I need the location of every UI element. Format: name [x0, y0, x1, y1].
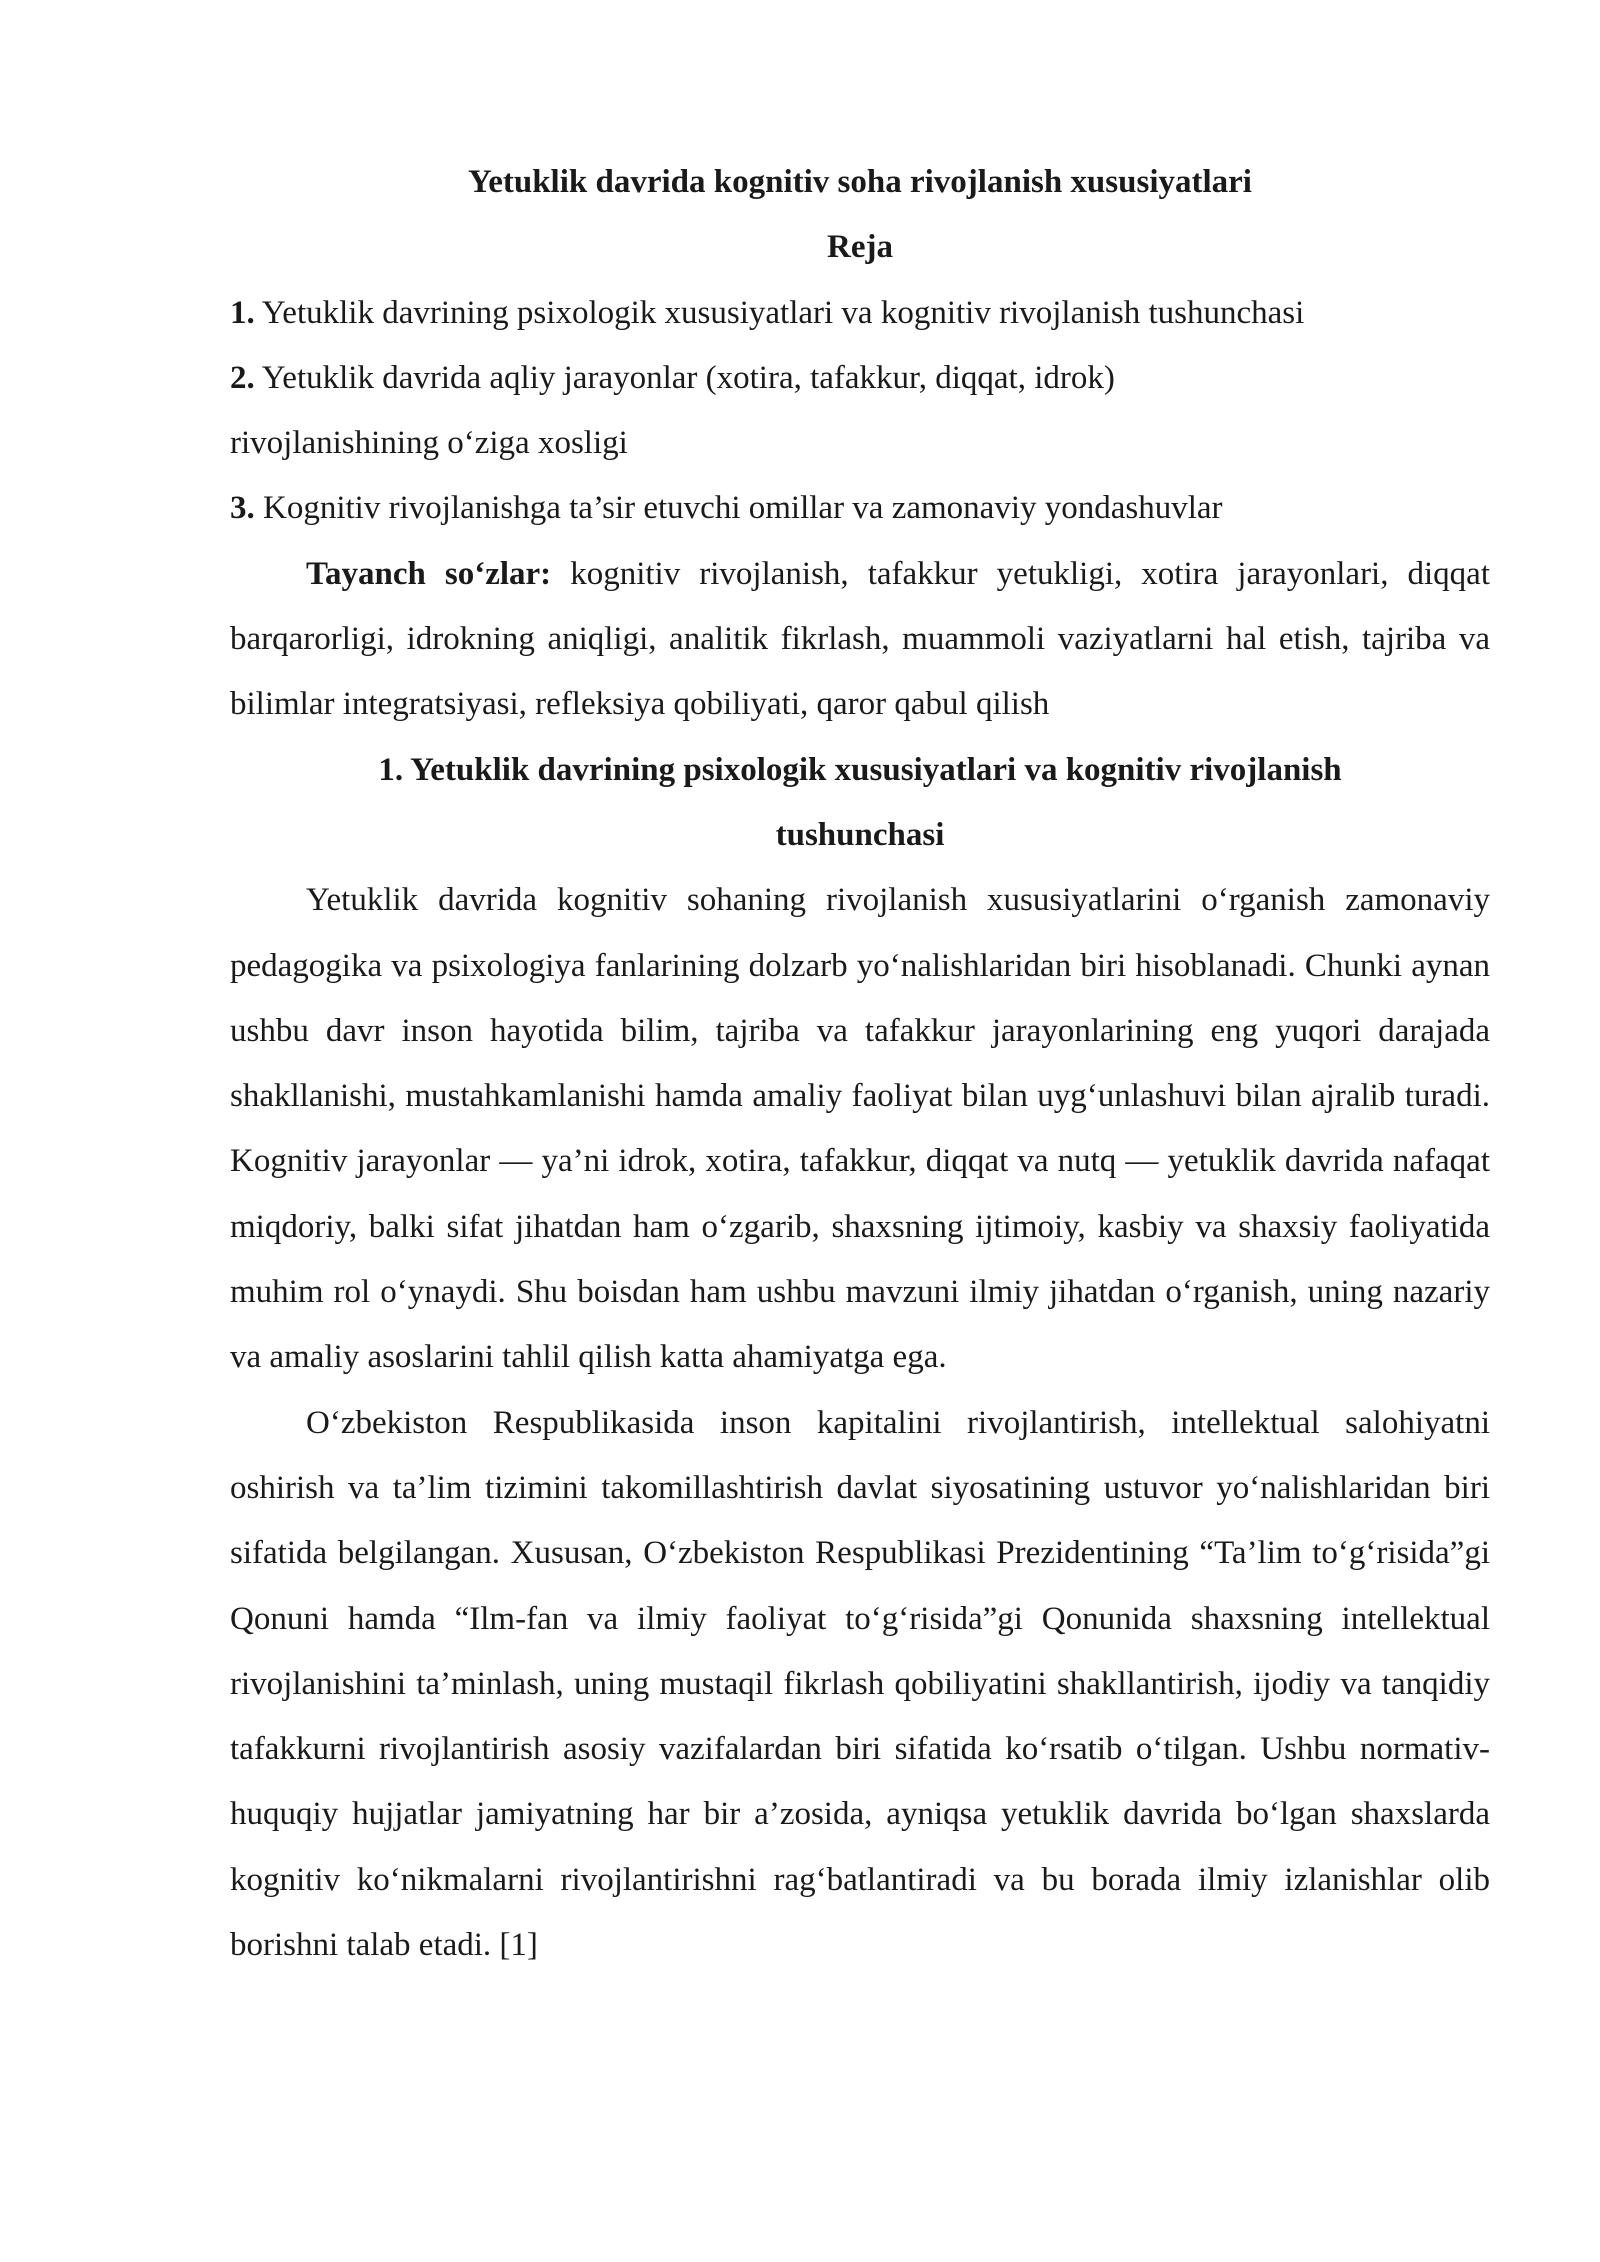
plan-item-text: Yetuklik davrining psixologik xususiyatlari va kognitiv rivojlanish tushunchasi	[254, 294, 1305, 331]
plan-list	[230, 281, 1490, 542]
keywords-paragraph	[230, 542, 1490, 738]
document-title: Yetuklik davrida kognitiv soha rivojlanish xususiyatlari	[468, 164, 1252, 200]
keywords-text: kognitiv rivojlanish, tafakkur yetukligi, xotira jarayonlari, diqqat barqarorligi, idrokning aniqligi, analitik fikrlash, muammoli vaziyatlarni hal etish, tajriba va bilimlar integratsiyasi, refleksiya qobiliyati, qaror qabul qilish	[230, 555, 1490, 723]
plan-item-text: Kognitiv rivojlanishga ta’sir etuvchi omillar va zamonaviy yondashuvlar	[254, 490, 1223, 527]
plan-item-text: Yetuklik davrida aqliy jarayonlar (xotira, tafakkur, diqqat, idrok) rivojlanishining o‘ziga xosligi	[230, 359, 1115, 462]
section-heading: 1. Yetuklik davrining psixologik xususiyatlari va kognitiv rivojlanish tushunchasi	[378, 751, 1342, 853]
plan-item	[230, 281, 1490, 346]
plan-item	[230, 476, 1490, 541]
plan-item	[230, 346, 1490, 477]
plan-heading: Reja	[827, 229, 893, 266]
plan-item-number: 2.	[230, 359, 255, 396]
keywords-label: Tayanch so‘zlar:	[306, 555, 552, 592]
plan-item-number: 3.	[230, 490, 255, 527]
body-paragraph-1: Yetuklik davrida kognitiv sohaning rivojlanish xususiyatlarini o‘rganish zamonaviy pedagogika va psixologiya fanlarining dolzarb yo‘nalishlaridan biri hisoblanadi. Chunki aynan ushbu davr inson hayotida bilim, tajriba va tafakkur jarayonlarining eng yuqori darajada shakllanishi, mustahkamlanishi hamda amaliy faoliyat bilan uyg‘unlashuvi bilan ajralib turadi. Kognitiv jarayonlar — ya’ni idrok, xotira, tafakkur, diqqat va nutq — yetuklik davrida nafaqat miqdoriy, balki sifat jihatdan ham o‘zgarib, shaxsning ijtimoiy, kasbiy va shaxsiy faoliyatida muhim rol o‘ynaydi. Shu boisdan ham ushbu mavzuni ilmiy jihatdan o‘rganish, uning nazariy va amaliy asoslarini tahlil qilish katta ahamiyatga ega.	[230, 882, 1490, 1376]
body-paragraph-2: O‘zbekiston Respublikasida inson kapitalini rivojlantirish, intellektual salohiyatni oshirish va ta’lim tizimini takomillashtirish davlat siyosatining ustuvor yo‘nalishlaridan biri sifatida belgilangan. Xususan, O‘zbekiston Respublikasi Prezidentining “Ta’lim to‘g‘risida”gi Qonuni hamda “Ilm-fan va ilmiy faoliyat to‘g‘risida”gi Qonunida shaxsning intellektual rivojlanishini ta’minlash, uning mustaqil fikrlash qobiliyatini shakllantirish, ijodiy va tanqidiy tafakkurni rivojlantirish asosiy vazifalardan biri sifatida ko‘rsatib o‘tilgan. Ushbu normativ-huquqiy hujjatlar jamiyatning har bir a’zosida, ayniqsa yetuklik davrida bo‘lgan shaxslarda kognitiv ko‘nikmalarni rivojlantirishni rag‘batlantiradi va bu borada ilmiy izlanishlar olib borishni talab etadi. [1]	[230, 1404, 1490, 1964]
plan-item-number: 1.	[230, 294, 255, 331]
document-page	[230, 150, 1490, 1978]
